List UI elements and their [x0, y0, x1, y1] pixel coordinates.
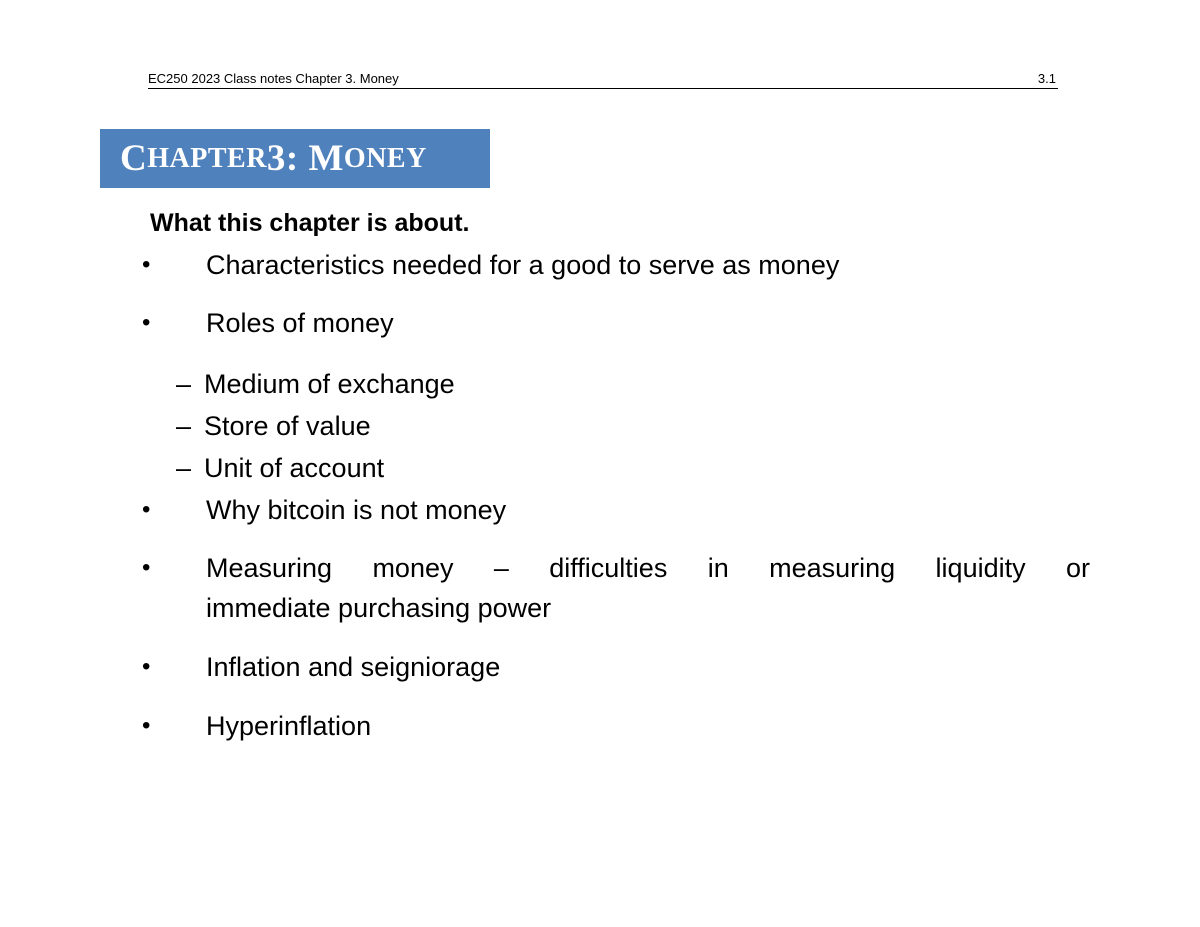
list-item-text: Why bitcoin is not money: [206, 495, 507, 525]
list-item-text-continued: immediate purchasing power: [206, 593, 552, 623]
sub-list-item: [176, 448, 384, 488]
title-smallcaps: HAPTER: [147, 142, 267, 174]
bullet: •: [142, 653, 151, 680]
list-item-text: Roles of money: [206, 308, 394, 338]
bullet: •: [142, 712, 151, 739]
sub-list-item-text: Medium of exchange: [204, 369, 455, 399]
list-item-text: Characteristics needed for a good to serve as money: [206, 250, 840, 280]
list-item-text: Measuring money – difficulties in measuring liquidity or: [206, 553, 1090, 583]
sub-list-item: [176, 406, 371, 446]
page-header: [148, 70, 1058, 89]
intro-heading: What this chapter is about.: [150, 209, 470, 237]
bullet: •: [142, 251, 151, 278]
title-number: 3: M: [266, 138, 344, 179]
title-initial: C: [120, 138, 148, 179]
dash: –: [176, 453, 192, 483]
header-title: EC250 2023 Class notes Chapter 3. Money: [148, 71, 399, 86]
page-number: 3.1: [1037, 71, 1056, 86]
sub-list-item-text: Unit of account: [204, 453, 385, 483]
bullet: •: [142, 496, 151, 523]
dash: –: [176, 369, 192, 399]
list-item-text: Hyperinflation: [206, 711, 372, 741]
dash: –: [176, 411, 192, 441]
list-item-text: Inflation and seigniorage: [206, 652, 501, 682]
sub-list-item: [176, 364, 455, 404]
bullet: •: [142, 309, 151, 336]
title-smallcaps-2: ONEY: [343, 142, 427, 174]
list-item: [142, 548, 1102, 630]
sub-list-item-text: Store of value: [204, 411, 371, 441]
chapter-title: [100, 129, 490, 188]
bullet: •: [142, 554, 151, 581]
